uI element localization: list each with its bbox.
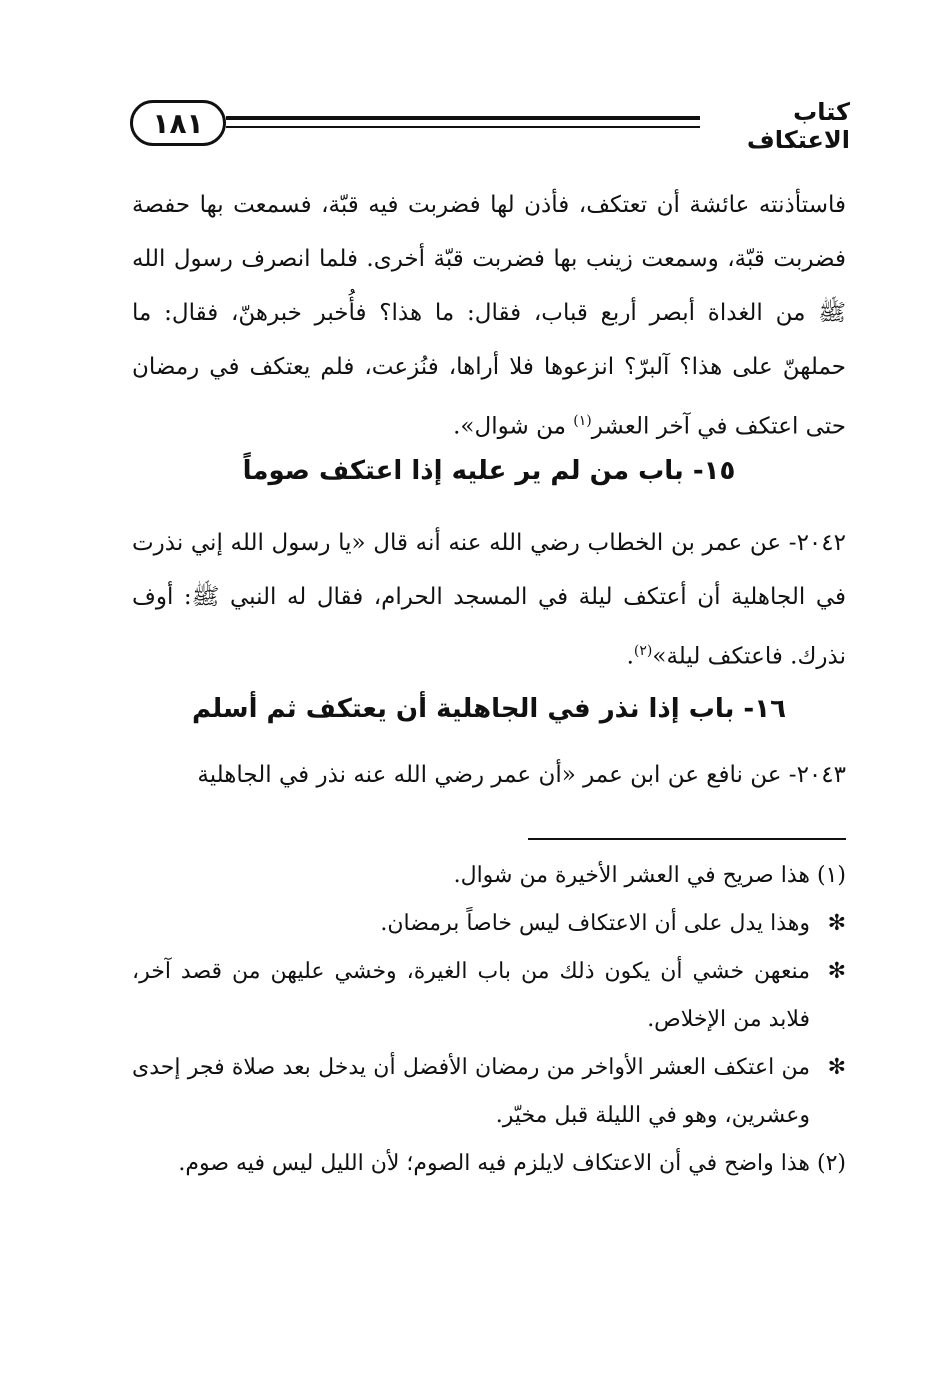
hadith-2042 xyxy=(132,516,846,684)
book-title: كتاب الاعتكاف xyxy=(746,98,850,154)
footnote-bullet-text: منعهن خشي أن يكون ذلك من باب الغيرة، وخشي عليهن من قصد آخر، فلابد من الإخلاص. xyxy=(132,959,810,1032)
header-rule-thick xyxy=(226,116,700,120)
intro-end: من شوال». xyxy=(453,413,574,440)
running-header xyxy=(130,96,850,156)
intro-paragraph xyxy=(132,178,846,454)
asterisk-icon: ✻ xyxy=(827,959,846,984)
footnote-bullet xyxy=(132,1044,846,1140)
footnotes xyxy=(132,852,846,1188)
header-rule-thin xyxy=(226,126,700,128)
asterisk-icon: ✻ xyxy=(827,1055,846,1080)
hadith-2042-end: . xyxy=(626,643,634,670)
asterisk-icon: ✻ xyxy=(827,911,846,936)
chapter-heading-15: ١٥- باب من لم ير عليه إذا اعتكف صوماً xyxy=(242,456,736,486)
footnote-1: (١) هذا صريح في العشر الأخيرة من شوال. xyxy=(453,863,846,888)
footnote-bullet-text: وهذا يدل على أن الاعتكاف ليس خاصاً برمضان. xyxy=(380,911,810,936)
footnote-bullet-text: من اعتكف العشر الأواخر من رمضان الأفضل أن يدخل بعد صلاة فجر إحدى وعشرين، وهو في الليلة قبل مخيّر. xyxy=(132,1055,810,1128)
footnote-bullet xyxy=(132,948,846,1044)
footnote-ref-2: (٢) xyxy=(633,643,653,659)
footnote-bullet xyxy=(132,900,846,948)
hadith-2043-text: ٢٠٤٣- عن نافع عن ابن عمر «أن عمر رضي الله عنه نذر في الجاهلية xyxy=(197,762,846,788)
page-number: ١٨١ xyxy=(130,100,226,146)
hadith-2043 xyxy=(132,748,846,802)
chapter-heading-16: ١٦- باب إذا نذر في الجاهلية أن يعتكف ثم أسلم xyxy=(192,694,786,724)
hadith-2042-text: ٢٠٤٢- عن عمر بن الخطاب رضي الله عنه أنه قال «يا رسول الله إني نذرت في الجاهلية أن أعتكف ليلة في المسجد الحرام، فقال له النبي ﷺ: أوف نذرك. فاعتكف ليلة» xyxy=(132,530,846,670)
footnote-2: (٢) هذا واضح في أن الاعتكاف لايلزم فيه الصوم؛ لأن الليل ليس فيه صوم. xyxy=(178,1151,846,1176)
footnote-separator xyxy=(528,838,846,840)
footnote-ref-1: (١) xyxy=(573,413,592,429)
intro-text: فاستأذنته عائشة أن تعتكف، فأذن لها فضربت فيه قبّة، فسمعت بها حفصة فضربت قبّة، وسمعت زينب بها فضربت قبّة أخرى. فلما انصرف رسول الله ﷺ من الغداة أبصر أربع قباب، فقال: ما هذا؟ فأُخبر خبرهنّ، فقال: ما حملهنّ على هذا؟ آلبرّ؟ انزعوها فلا أراها، فنُزعت، فلم يعتكف في رمضان حتى اعتكف في آخر العشر xyxy=(132,192,846,440)
